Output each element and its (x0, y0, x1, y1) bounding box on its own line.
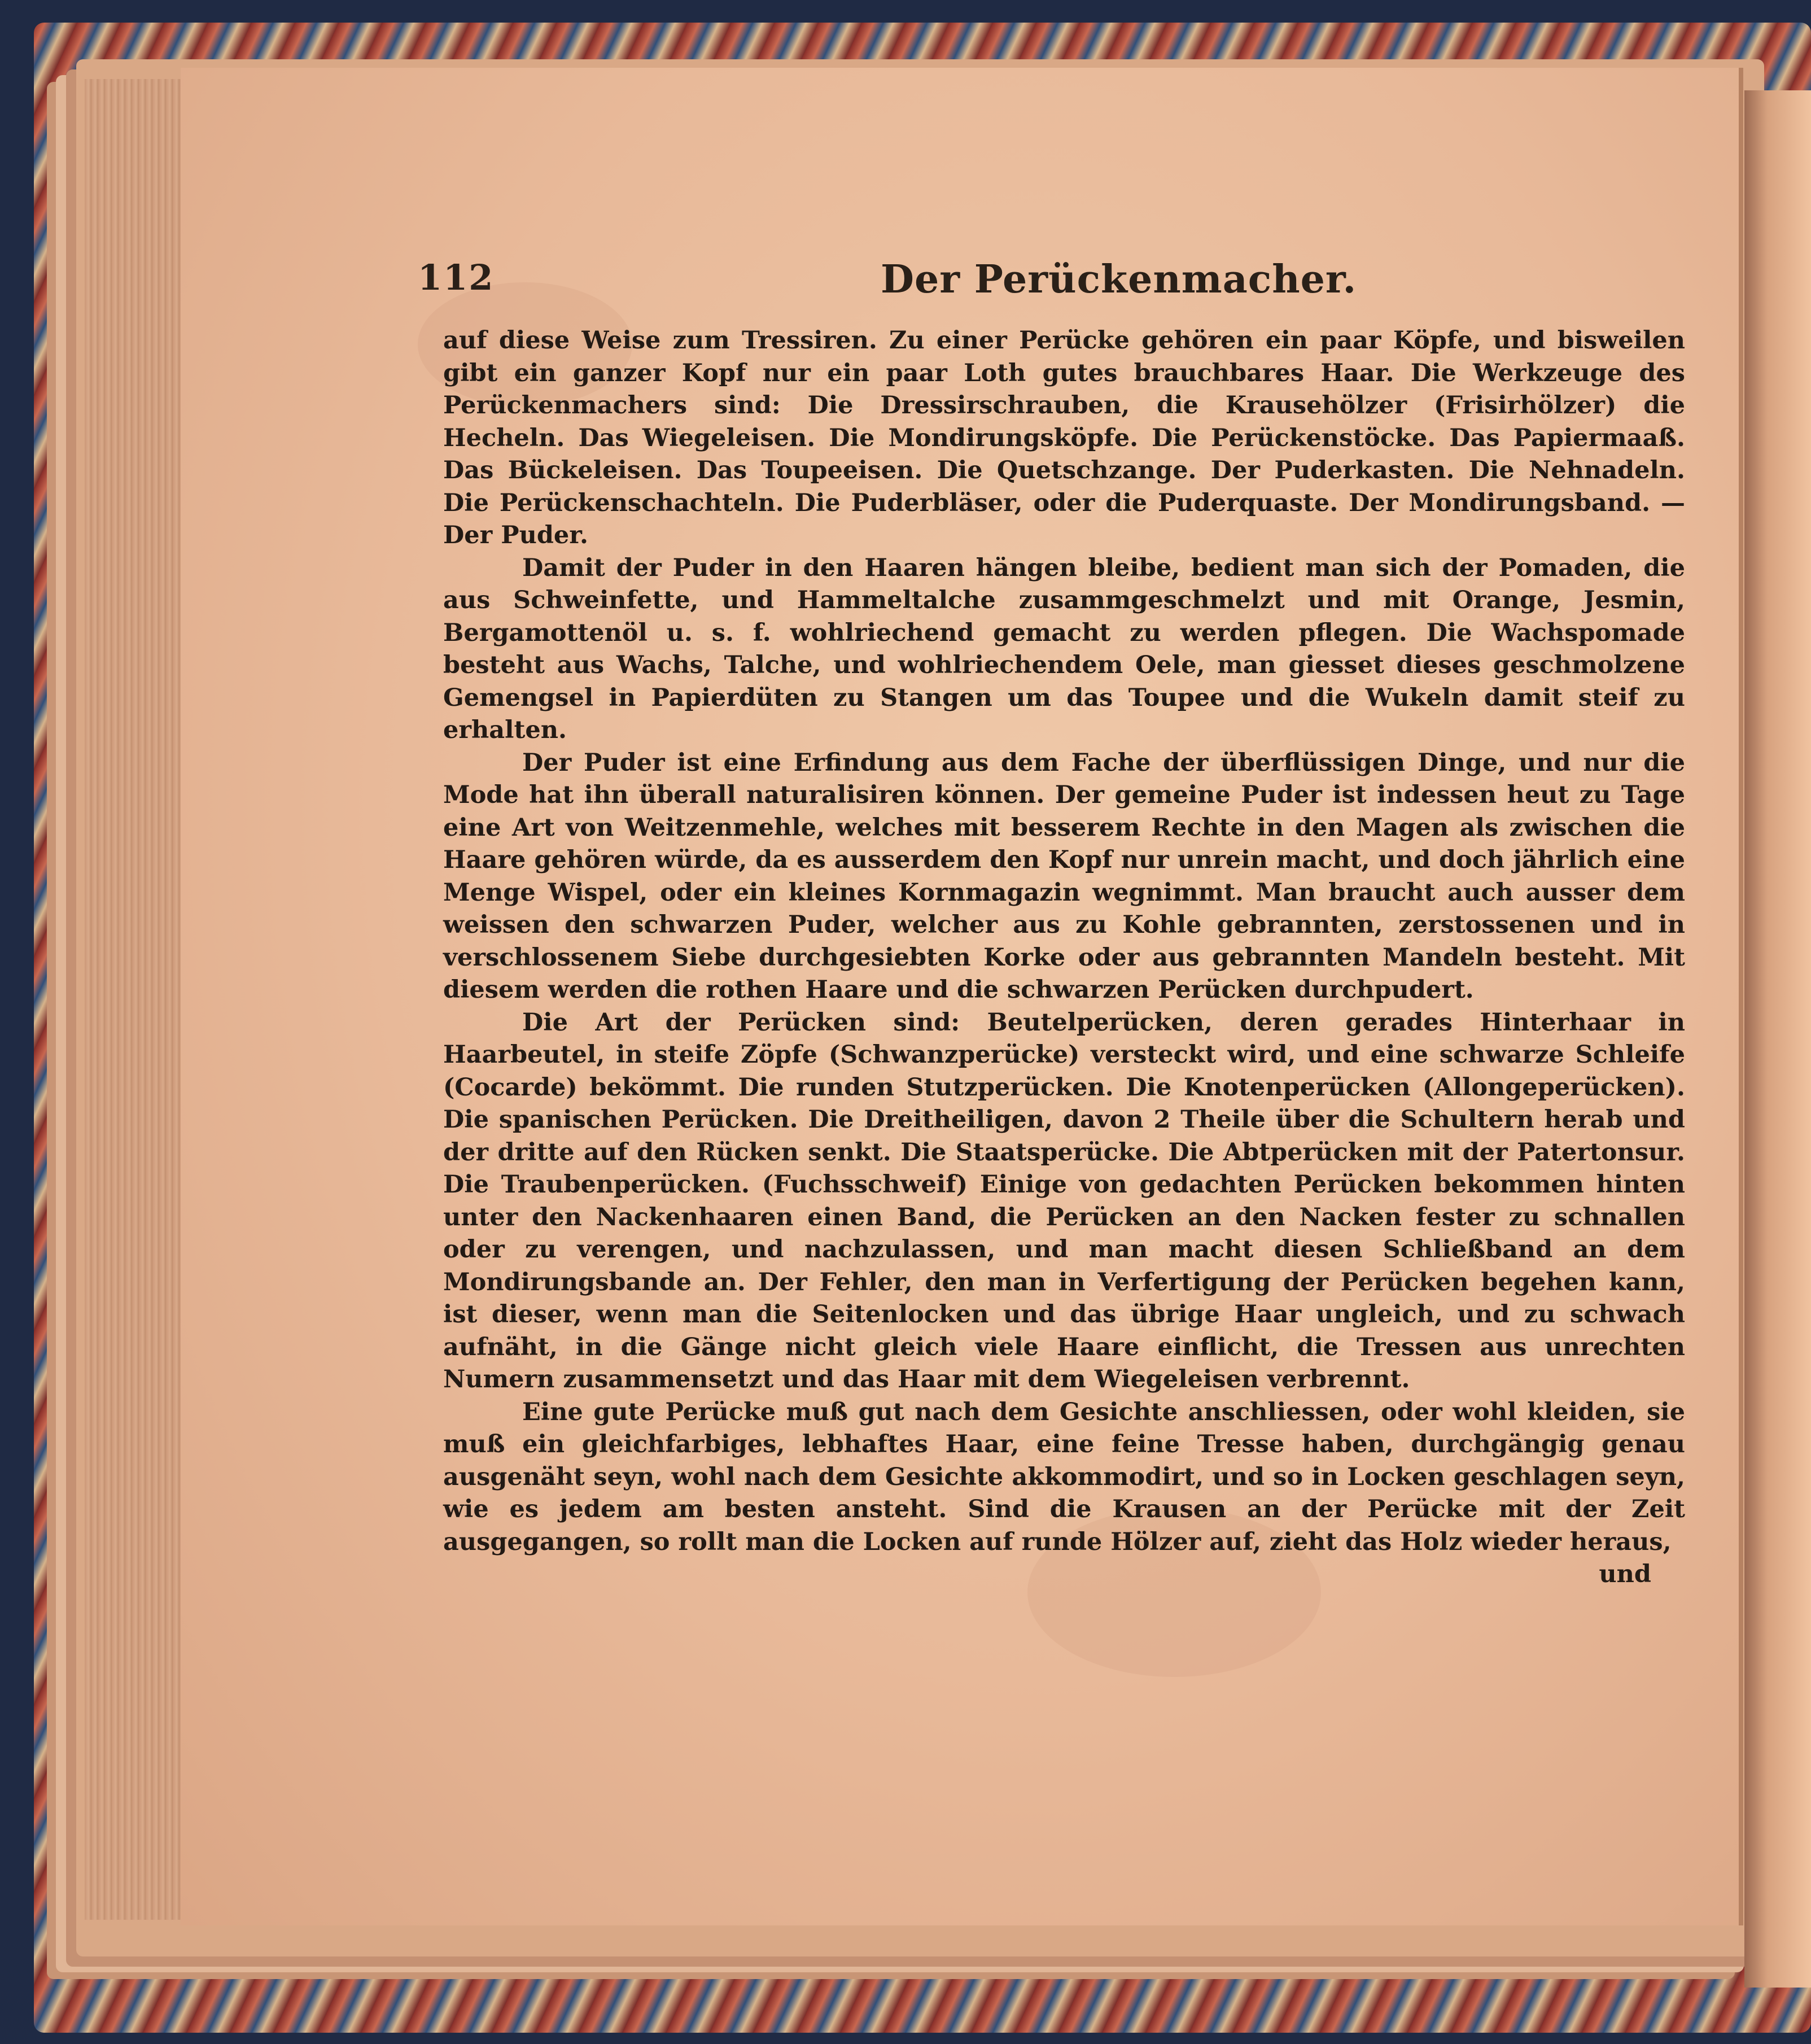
facing-page-edge (1744, 90, 1811, 1988)
paragraph-1: auf diese Weise zum Tressiren. Zu einer Perücke gehören ein paar Köpfe, und bisweilen gibt ein ganzer Kopf nur ein paar Loth gutes brauchbares Haar. Die Werkzeuge des Perückenmachers sind: Die Dressirschrauben, die Krausehölzer (Frisirhölzer) die Hecheln. Das Wiegeleisen. Die Mondirungsköpfe. Die Perückenstöcke. Das Papiermaaß. Das Bückeleisen. Das Toupeeisen. Die Quetschzange. Der Puderkasten. Die Nehnadeln. Die Perückenschachteln. Die Puderbläser, oder die Puderquaste. Der Mondirungsband. — Der Puder. (443, 326, 1685, 549)
paragraph-3: Der Puder ist eine Erfindung aus dem Fache der überflüssigen Dinge, und nur die Mode hat ihn überall naturalisiren können. Der gemeine Puder ist indessen heut zu Tage eine Art von Weitzenmehle, welches mit besserem Rechte in den Magen als zwischen die Haare gehören würde, da es ausserdem den Kopf nur unrein macht, und doch jährlich eine Menge Wispel, oder ein kleines Kornmagazin wegnimmt. Man braucht auch ausser dem weissen den schwarzen Puder, welcher aus zu Kohle gebrannten, zerstossenen und in verschlossenem Siebe durchgesiebten Korke oder aus gebrannten Mandeln besteht. Mit diesem werden die rothen Haare und die schwarzen Perücken durchpudert. (443, 748, 1685, 1004)
paragraph-4: Die Art der Perücken sind: Beutelperücken, deren gerades Hinterhaar in Haarbeutel, in steife Zöpfe (Schwanzperücke) versteckt wird, und eine schwarze Schleife (Cocarde) bekömmt. Die runden Stutzperücken. Die Knotenperücken (Allongeperücken). Die spanischen Perücken. Die Dreitheiligen, davon 2 Theile über die Schultern herab und der dritte auf den Rücken senkt. Die Staatsperücke. Die Abtperücken mit der Patertonsur. Die Traubenperücken. (Fuchsschweif) Einige von gedachten Perücken bekommen hinten unter den Nackenhaaren einen Band, die Perücken an den Nacken fester zu schnallen oder zu verengen, und nachzulassen, und man macht diesen Schließband an dem Mondirungsbande an. Der Fehler, den man in Verfertigung der Perücken begehen kann, ist dieser, wenn man die Seitenlocken und das übrige Haar ungleich, und zu schwach aufnäht, in die Gänge nicht gleich viele Haare einflicht, die Tressen aus unrechten Numern zusammensetzt und das Haar mit dem Wiegeleisen verbrennt. (443, 1008, 1685, 1394)
paragraph-5: Eine gute Perücke muß gut nach dem Gesichte anschliessen, oder wohl kleiden, sie muß ein gleichfarbiges, lebhaftes Haar, eine feine Tresse haben, durchgängig genau ausgenäht seyn, wohl nach dem Gesichte akkommodirt, und so in Locken geschlagen seyn, wie es jedem am besten ansteht. Sind die Krausen an der Perücke mit der Zeit ausgegangen, so rollt man die Locken auf runde Hölzer auf, zieht das Holz wieder heraus, (443, 1397, 1685, 1556)
running-title: Der Perückenmacher. (881, 257, 1357, 302)
page-number: 112 (418, 257, 495, 298)
page-edges (85, 79, 186, 1920)
paragraph-2: Damit der Puder in den Haaren hängen bleibe, bedient man sich der Pomaden, die aus Schweinfette, und Hammeltalche zusammgeschmelzt und mit Orange, Jesmin, Bergamottenöl u. s. f. wohlriechend gemacht zu werden pflegen. Die Wachspomade besteht aus Wachs, Talche, und wohlriechendem Oele, man giesset dieses geschmolzene Gemengsel in Papierdüten zu Stangen um das Toupee und die Wukeln damit steif zu erhalten. (443, 553, 1685, 744)
page-header (418, 257, 1688, 308)
catchword: und (1599, 1560, 1651, 1588)
body-text (443, 325, 1685, 1591)
